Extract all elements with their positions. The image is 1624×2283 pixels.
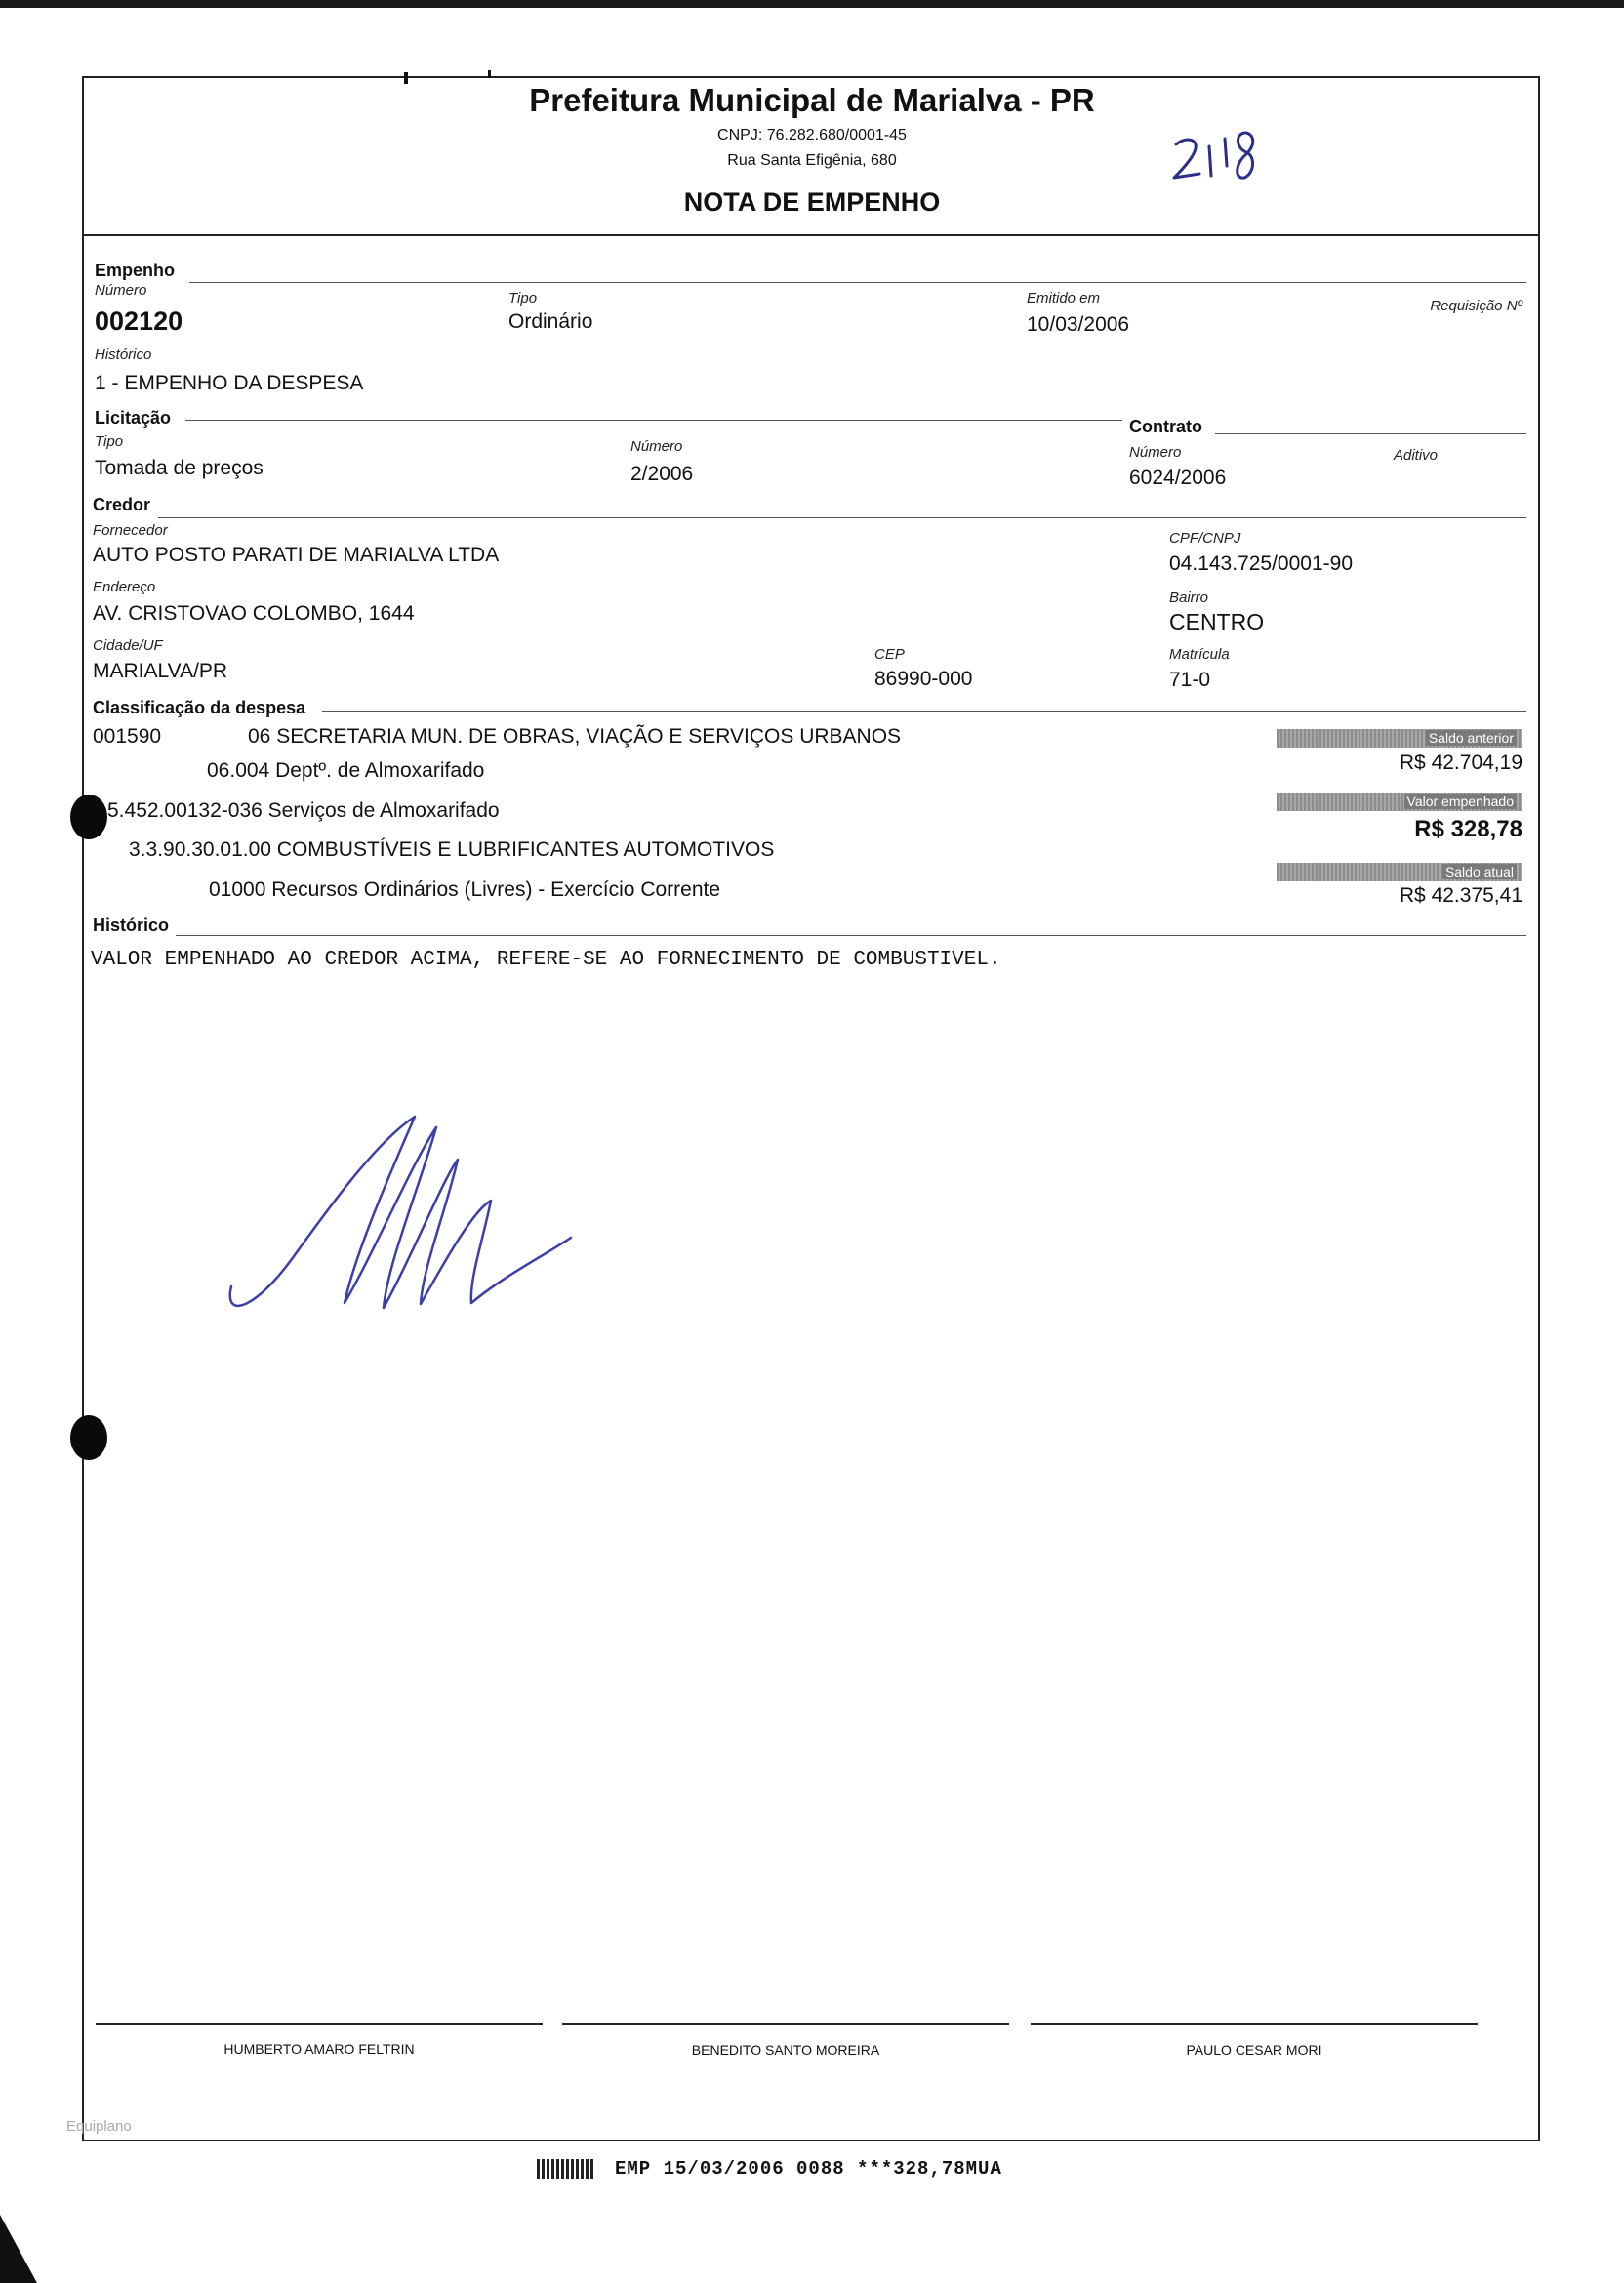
saldo-atual-label: Saldo atual xyxy=(1442,864,1517,879)
historico-text: VALOR EMPENHADO AO CREDOR ACIMA, REFERE-SE AO FORNECIMENTO DE COMBUSTIVEL. xyxy=(91,949,1001,971)
fornecedor-label: Fornecedor xyxy=(93,522,168,539)
punch-hole xyxy=(70,1415,107,1460)
document-title: NOTA DE EMPENHO xyxy=(683,187,941,217)
signature-line xyxy=(562,2023,1009,2025)
scan-edge xyxy=(0,0,1624,8)
stamp-logo xyxy=(537,2159,595,2179)
endereco: AV. CRISTOVAO COLOMBO, 1644 xyxy=(93,602,415,625)
cep: 86990-000 xyxy=(874,668,973,690)
signatory-1: HUMBERTO AMARO FELTRIN xyxy=(223,2041,415,2057)
bairro-label: Bairro xyxy=(1169,590,1209,606)
empenho-numero: 002120 xyxy=(95,306,183,336)
classificacao-codigo: 001590 xyxy=(93,725,162,748)
licitacao-numero-label: Número xyxy=(630,438,683,455)
classificacao-unidade: 06.004 Deptº. de Almoxarifado xyxy=(207,759,485,782)
header-address: Rua Santa Efigênia, 680 xyxy=(727,152,897,169)
handwritten-number xyxy=(1166,117,1313,195)
valor-empenhado-bar xyxy=(1277,793,1522,811)
empenho-numero-label: Número xyxy=(95,282,147,299)
section-rule xyxy=(158,517,1526,518)
saldo-anterior-bar xyxy=(1277,729,1522,748)
cep-label: CEP xyxy=(874,646,905,663)
section-rule xyxy=(322,711,1526,712)
cidade-label: Cidade/UF xyxy=(93,637,163,654)
valor-empenhado: R$ 328,78 xyxy=(1414,816,1522,842)
signatory-3: PAULO CESAR MORI xyxy=(1186,2042,1322,2058)
cidade: MARIALVA/PR xyxy=(93,660,228,682)
signature xyxy=(220,1103,590,1337)
header-separator xyxy=(82,234,1540,236)
empenho-tipo: Ordinário xyxy=(508,310,593,333)
signatory-2: BENEDITO SANTO MOREIRA xyxy=(691,2042,880,2058)
empenho-historico: 1 - EMPENHO DA DESPESA xyxy=(95,372,364,394)
endereco-label: Endereço xyxy=(93,579,156,595)
contrato-numero-label: Número xyxy=(1129,444,1182,461)
licitacao-tipo-label: Tipo xyxy=(95,433,124,450)
section-empenho: Empenho xyxy=(95,261,176,280)
contrato-numero: 6024/2006 xyxy=(1129,467,1227,489)
requisicao-label: Requisição Nº xyxy=(1430,298,1522,314)
emitido-label: Emitido em xyxy=(1027,290,1101,306)
empenho-tipo-label: Tipo xyxy=(508,290,538,306)
classificacao-elemento: 3.3.90.30.01.00 COMBUSTÍVEIS E LUBRIFICANTES AUTOMOTIVOS xyxy=(129,838,775,861)
bairro: CENTRO xyxy=(1169,609,1265,634)
valor-empenhado-label: Valor empenhado xyxy=(1404,794,1517,809)
cpf-cnpj: 04.143.725/0001-90 xyxy=(1169,552,1354,575)
section-contrato: Contrato xyxy=(1129,417,1202,436)
section-rule xyxy=(176,935,1526,936)
emitido-date: 10/03/2006 xyxy=(1027,313,1130,336)
aditivo-label: Aditivo xyxy=(1394,447,1439,464)
saldo-anterior: R$ 42.704,19 xyxy=(1399,752,1522,774)
matricula-label: Matrícula xyxy=(1169,646,1230,663)
signature-line xyxy=(96,2023,543,2025)
licitacao-tipo: Tomada de preços xyxy=(95,457,264,479)
section-classificacao: Classificação da despesa xyxy=(93,698,306,717)
saldo-anterior-label: Saldo anterior xyxy=(1426,730,1517,746)
punch-hole xyxy=(70,795,107,839)
cpf-label: CPF/CNPJ xyxy=(1169,530,1241,547)
header-cnpj: CNPJ: 76.282.680/0001-45 xyxy=(717,127,907,143)
section-licitacao: Licitação xyxy=(95,408,172,428)
classificacao-orgao: 06 SECRETARIA MUN. DE OBRAS, VIAÇÃO E SERVIÇOS URBANOS xyxy=(248,725,902,748)
licitacao-numero: 2/2006 xyxy=(630,463,694,485)
signature-line xyxy=(1031,2023,1478,2025)
section-rule xyxy=(1215,433,1526,434)
fornecedor: AUTO POSTO PARATI DE MARIALVA LTDA xyxy=(93,544,500,566)
section-historico: Histórico xyxy=(93,916,170,935)
matricula: 71-0 xyxy=(1169,669,1211,691)
page-title: Prefeitura Municipal de Marialva - PR xyxy=(529,82,1095,118)
stamp-text: EMP 15/03/2006 0088 ***328,78MUA xyxy=(615,2158,1002,2180)
classificacao-funcional: 5.452.00132-036 Serviços de Almoxarifado xyxy=(107,799,500,822)
brand-mark: Equiplano xyxy=(66,2118,132,2135)
section-rule xyxy=(185,420,1122,421)
saldo-atual: R$ 42.375,41 xyxy=(1399,884,1522,907)
empenho-historico-label: Histórico xyxy=(95,347,152,363)
section-rule xyxy=(189,282,1526,283)
saldo-atual-bar xyxy=(1277,863,1522,881)
classificacao-fonte: 01000 Recursos Ordinários (Livres) - Exercício Corrente xyxy=(209,878,721,901)
section-credor: Credor xyxy=(93,495,151,514)
scan-corner xyxy=(0,2215,37,2283)
